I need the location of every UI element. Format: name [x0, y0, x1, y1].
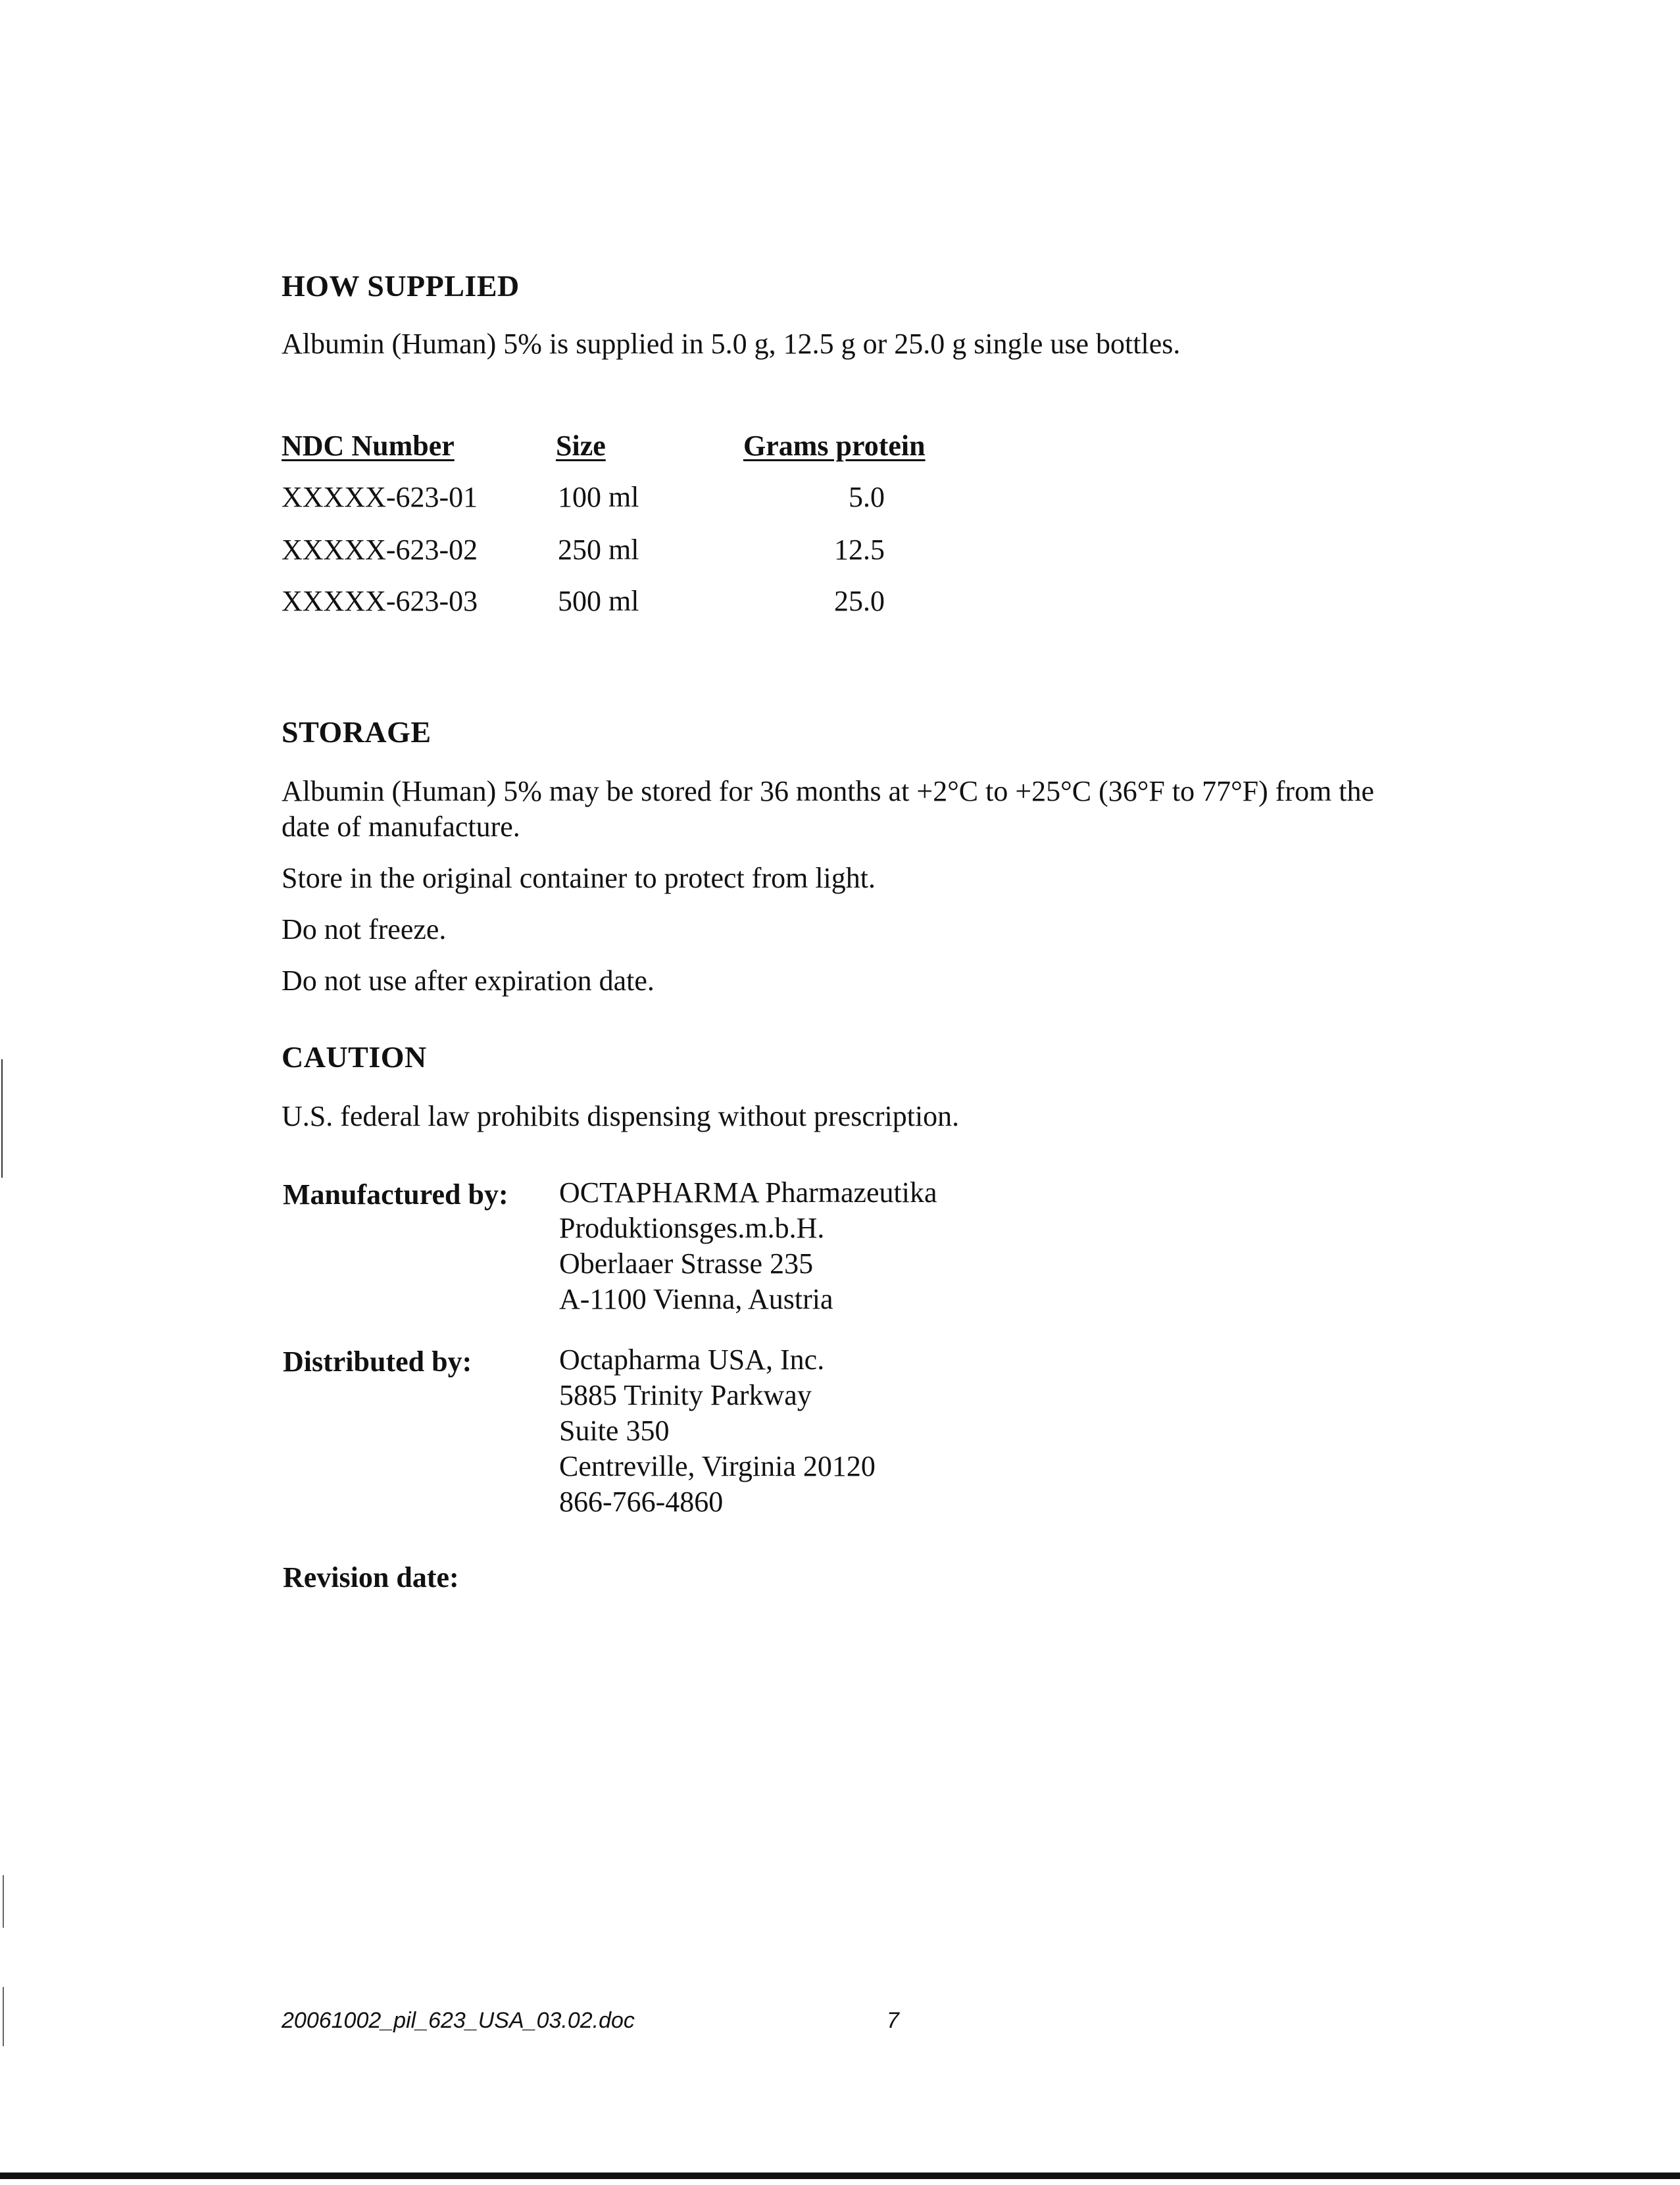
distributor-address: [559, 1342, 876, 1520]
table-header-size: Size: [556, 430, 606, 462]
distributor-line: 5885 Trinity Parkway: [559, 1379, 812, 1411]
table-row-2-ndc: XXXXX-623-02: [282, 534, 478, 566]
storage-expiration-text: Do not use after expiration date.: [282, 965, 655, 997]
table-row-1-grams: 5.0: [849, 481, 885, 513]
distributor-line: Centreville, Virginia 20120: [559, 1450, 876, 1482]
scan-margin-mark: [3, 1987, 4, 2046]
caution-heading: CAUTION: [282, 1040, 427, 1074]
table-row-3-size: 500 ml: [558, 585, 639, 617]
bottom-scan-edge: [0, 2172, 1680, 2179]
footer-filename: 20061002_pil_623_USA_03.02.doc: [282, 2008, 635, 2033]
distributor-line: 866-766-4860: [559, 1486, 724, 1518]
scan-margin-mark: [1, 1059, 3, 1178]
table-row-2-size: 250 ml: [558, 534, 639, 566]
storage-line-2: date of manufacture.: [282, 811, 520, 843]
distributor-line: Suite 350: [559, 1415, 670, 1447]
scan-margin-mark: [3, 1875, 4, 1928]
how-supplied-heading: HOW SUPPLIED: [282, 269, 520, 303]
manufacturer-address: [559, 1175, 937, 1317]
storage-freeze-text: Do not freeze.: [282, 913, 447, 945]
storage-heading: STORAGE: [282, 715, 432, 749]
footer-page-number: 7: [887, 2008, 899, 2033]
storage-light-text: Store in the original container to protect from light.: [282, 862, 876, 894]
table-header-ndc: NDC Number: [282, 430, 455, 462]
table-row-2-grams: 12.5: [834, 534, 885, 566]
manufacturer-line: Oberlaaer Strasse 235: [559, 1247, 814, 1280]
table-row-1-size: 100 ml: [558, 481, 639, 513]
table-row-3-grams: 25.0: [834, 585, 885, 617]
table-row-3-ndc: XXXXX-623-03: [282, 585, 478, 617]
manufacturer-line: A-1100 Vienna, Austria: [559, 1283, 833, 1315]
distributor-label: Distributed by:: [283, 1345, 472, 1378]
revision-date-label: Revision date:: [283, 1561, 459, 1594]
table-row-1-ndc: XXXXX-623-01: [282, 481, 478, 513]
storage-line-1: Albumin (Human) 5% may be stored for 36 months at +2°C to +25°C (36°F to 77°F) from the: [282, 775, 1375, 807]
table-header-grams: Grams protein: [743, 430, 926, 462]
manufacturer-label: Manufactured by:: [283, 1178, 508, 1211]
how-supplied-text: Albumin (Human) 5% is supplied in 5.0 g, 12.5 g or 25.0 g single use bottles.: [282, 328, 1181, 360]
manufacturer-line: OCTAPHARMA Pharmazeutika: [559, 1176, 937, 1209]
manufacturer-line: Produktionsges.m.b.H.: [559, 1212, 825, 1244]
distributor-line: Octapharma USA, Inc.: [559, 1344, 825, 1376]
caution-text: U.S. federal law prohibits dispensing without prescription.: [282, 1100, 960, 1132]
